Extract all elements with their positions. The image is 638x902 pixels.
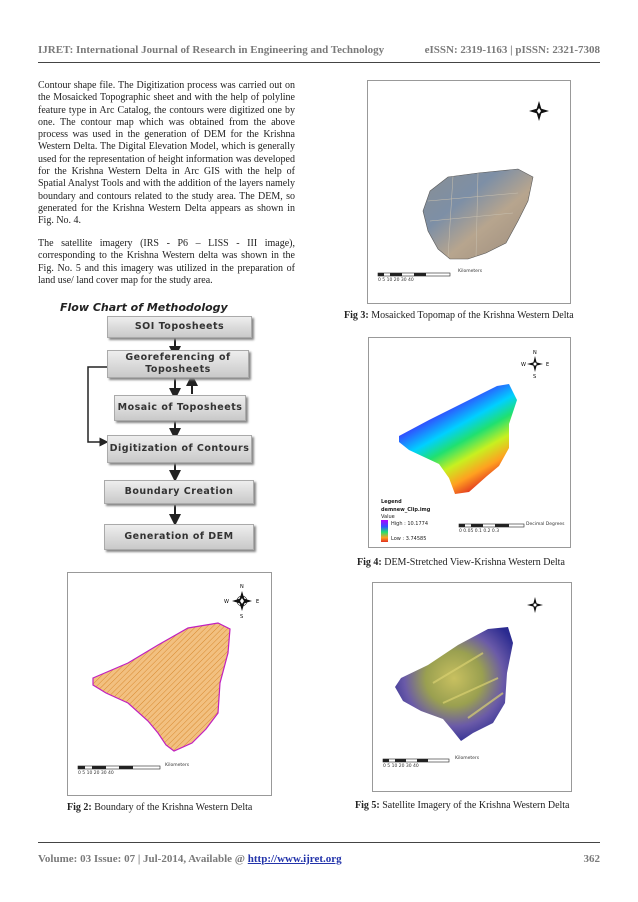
fig5-scale-unit: Kilometers: [455, 756, 480, 761]
boundary-image: [68, 573, 271, 795]
fig3-scale-unit: Kilometers: [458, 269, 483, 274]
footer-issue-text: Volume: 03 Issue: 07 | Jul-2014, Available @: [38, 853, 248, 865]
journal-title: IJRET: International Journal of Research in Engineering and Technology: [38, 44, 385, 56]
svg-text:E: E: [546, 362, 550, 368]
svg-text:N: N: [240, 584, 244, 590]
footer-issue: [38, 853, 342, 865]
fig4-scale-unit: Decimal Degrees: [526, 522, 565, 527]
step-soi-toposheets: SOI Toposheets: [107, 316, 252, 338]
fig3-caption: [344, 310, 574, 321]
fig4-label: Fig 4:: [357, 557, 382, 568]
fig2-boundary: [67, 572, 272, 796]
dem-legend-title: Legend: [381, 499, 402, 505]
paragraph-dem: Contour shape file. The Digitization process was carried out on the Mosaicked Topographic sheet and with the help of polyline feature type in Arc Catalog, the contours were digitized one by one. The contour map which was obtained from the above process was used in the generation of DEM for the Krishna Western Delta. The Digital Elevation Model, which is generally used for the representation of height information was developed for the Krishna Western Delta in Arc GIS with the help of Spatial Analyst Tools and with the addition of the layers namely boundary and contours related to the study area. The DEM, so generated for the Krishna Western Delta appears as shown in Fig. No. 4.: [38, 80, 295, 227]
fig2-caption: [67, 802, 252, 813]
svg-text:W: W: [521, 362, 526, 368]
header-rule: [38, 62, 600, 63]
svg-text:N: N: [533, 350, 537, 356]
fig4-scale-ticks: 0 0.05 0.1 0.2 0.3: [459, 529, 500, 534]
page-number: 362: [583, 853, 600, 865]
paragraph-satellite: The satellite imagery (IRS - P6 – LISS - III image), corresponding to the Krishna Western delta was shown in the Fig. No. 5 and this imagery was utilized in the preparation of land use/ land cover map for the study area.: [38, 238, 295, 286]
fig3-label: Fig 3:: [344, 310, 369, 321]
dem-legend-value: Value: [381, 514, 395, 520]
fig5-label: Fig 5:: [355, 800, 380, 811]
fig4-text: DEM-Stretched View-Krishna Western Delta: [384, 557, 565, 568]
compass-rose: [529, 101, 549, 121]
legend-ramp: [381, 520, 388, 542]
boundary-compass: [224, 584, 259, 620]
step-dem: Generation of DEM: [104, 524, 254, 550]
dem-image: [369, 338, 570, 547]
loop-connector: [88, 367, 108, 442]
step-boundary: Boundary Creation: [104, 480, 254, 504]
fig5-satellite: [372, 582, 572, 792]
footer-rule: [38, 842, 600, 843]
svg-text:W: W: [224, 599, 229, 605]
fig2-scale-unit: Kilometers: [165, 763, 190, 768]
dem-legend-high: High : 10.1774: [391, 521, 429, 527]
dem-legend-low: Low : 3.74585: [391, 536, 427, 542]
fig5-text: Satellite Imagery of the Krishna Western Delta: [382, 800, 570, 811]
dem-region: [399, 384, 517, 494]
flowchart-title: Flow Chart of Methodology: [60, 301, 228, 314]
fig4-caption: [357, 557, 565, 568]
fig2-text: Boundary of the Krishna Western Delta: [94, 802, 253, 813]
dem-legend-layer: demnew_Clip.img: [381, 507, 431, 513]
fig3-topomap: [367, 80, 571, 304]
svg-text:E: E: [256, 599, 260, 605]
fig2-label: Fig 2:: [67, 802, 92, 813]
svg-text:S: S: [240, 614, 244, 620]
fig5-caption: [355, 800, 570, 811]
journal-link[interactable]: http://www.ijret.org: [247, 853, 342, 865]
step-mosaic: Mosaic of Toposheets: [114, 395, 246, 421]
page-header: [38, 44, 600, 56]
page-footer: [38, 853, 600, 865]
fig5-scale-ticks: 0 5 10 20 30 40: [383, 764, 419, 769]
fig2-scale-ticks: 0 5 10 20 30 40: [78, 771, 114, 776]
satellite-region: [395, 627, 513, 741]
step-georeferencing: Georeferencing of Toposheets: [107, 350, 249, 378]
fig4-dem: [368, 337, 571, 548]
step-digitization: Digitization of Contours: [107, 435, 252, 463]
dem-compass: [521, 350, 549, 380]
fig3-text: Mosaicked Topomap of the Krishna Western Delta: [371, 310, 574, 321]
fig3-scale-ticks: 0 5 10 20 30 40: [378, 278, 414, 283]
satellite-compass: [527, 597, 543, 613]
svg-text:S: S: [533, 374, 537, 380]
boundary-region: [93, 623, 230, 751]
issn-info: eISSN: 2319-1163 | pISSN: 2321-7308: [424, 44, 600, 56]
